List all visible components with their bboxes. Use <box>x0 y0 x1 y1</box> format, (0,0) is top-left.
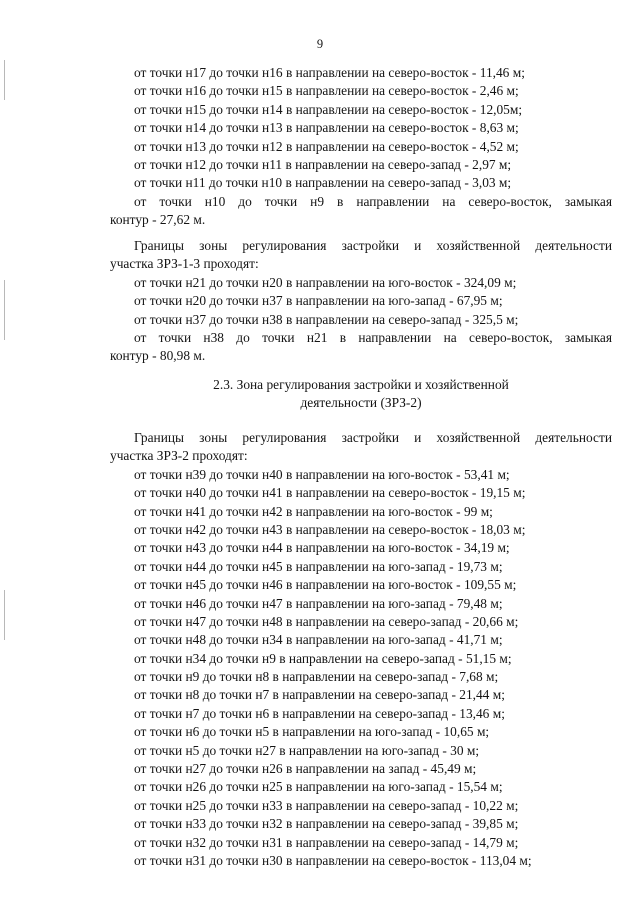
boundary-list-continued <box>110 64 612 230</box>
boundary-segment: от точки н44 до точки н45 в направлении на юго-запад - 19,73 м; <box>134 558 503 574</box>
section-heading-line: 2.3. Зона регулирования застройки и хозяйственной <box>213 377 509 392</box>
section-intro: участка ЗРЗ-1-3 проходят: <box>110 256 259 272</box>
boundary-segment: от точки н5 до точки н27 в направлении на юго-запад - 30 м; <box>134 742 480 758</box>
boundary-segment: от точки н31 до точки н30 в направлении на северо-восток - 113,04 м; <box>134 852 532 868</box>
boundary-segment: от точки н45 до точки н46 в направлении на юго-восток - 109,55 м; <box>134 577 517 593</box>
boundary-segment: от точки н41 до точки н42 в направлении на юго-восток - 99 м; <box>134 503 493 519</box>
boundary-closing-line: контур - 80,98 м. <box>110 348 206 364</box>
boundary-segment: от точки н42 до точки н43 в направлении на северо-восток - 18,03 м; <box>134 521 526 537</box>
boundary-segment: от точки н11 до точки н10 в направлении на северо-запад - 3,03 м; <box>134 175 512 191</box>
boundary-segment: от точки н32 до точки н31 в направлении на северо-запад - 14,79 м; <box>134 834 519 850</box>
boundary-segment: от точки н37 до точки н38 в направлении на северо-запад - 325,5 м; <box>134 311 519 327</box>
section-intro: Границы зоны регулирования застройки и хозяйственной деятельности <box>134 238 612 253</box>
scan-edge-mark <box>4 280 5 340</box>
boundary-segment: от точки н27 до точки н26 в направлении на запад - 45,49 м; <box>134 761 477 777</box>
page-number: 9 <box>316 37 324 51</box>
boundary-segment: от точки н13 до точки н12 в направлении на северо-восток - 4,52 м; <box>134 138 519 154</box>
boundary-segment: от точки н46 до точки н47 в направлении на юго-запад - 79,48 м; <box>134 595 503 611</box>
boundary-segment: от точки н33 до точки н32 в направлении на северо-запад - 39,85 м; <box>134 816 519 832</box>
boundary-segment: от точки н43 до точки н44 в направлении на юго-восток - 34,19 м; <box>134 540 510 556</box>
boundary-segment: от точки н34 до точки н9 в направлении на северо-запад - 51,15 м; <box>134 650 512 666</box>
section-intro: Границы зоны регулирования застройки и хозяйственной деятельности <box>134 430 612 445</box>
scan-edge-mark <box>4 590 5 640</box>
boundary-segment: от точки н17 до точки н16 в направлении на северо-восток - 11,46 м; <box>134 65 525 80</box>
section-heading-line: деятельности (ЗРЗ-2) <box>300 395 422 411</box>
zrz-2-section <box>110 429 612 870</box>
boundary-closing-line: от точки н10 до точки н9 в направлении на северо-восток, замыкая <box>134 193 612 209</box>
boundary-segment: от точки н6 до точки н5 в направлении на юго-запад - 10,65 м; <box>134 724 490 740</box>
boundary-segment: от точки н9 до точки н8 в направлении на северо-запад - 7,68 м; <box>134 669 499 685</box>
boundary-segment: от точки н20 до точки н37 в направлении на юго-запад - 67,95 м; <box>134 293 503 309</box>
section-intro: участка ЗРЗ-2 проходят: <box>110 448 248 464</box>
boundary-segment: от точки н25 до точки н33 в направлении на северо-запад - 10,22 м; <box>134 797 519 813</box>
boundary-segment: от точки н7 до точки н6 в направлении на северо-запад - 13,46 м; <box>134 705 505 721</box>
boundary-segment: от точки н15 до точки н14 в направлении на северо-восток - 12,05м; <box>134 101 523 117</box>
boundary-segment: от точки н40 до точки н41 в направлении на северо-восток - 19,15 м; <box>134 485 526 501</box>
boundary-segment: от точки н8 до точки н7 в направлении на северо-запад - 21,44 м; <box>134 687 505 703</box>
boundary-segment: от точки н21 до точки н20 в направлении на юго-восток - 324,09 м; <box>134 274 517 290</box>
zrz-1-3-section <box>110 237 612 366</box>
boundary-segment: от точки н47 до точки н48 в направлении на северо-запад - 20,66 м; <box>134 613 519 629</box>
boundary-closing-line: от точки н38 до точки н21 в направлении на северо-восток, замыкая <box>134 329 612 345</box>
scan-edge-mark <box>4 60 5 100</box>
boundary-segment: от точки н12 до точки н11 в направлении на северо-запад - 2,97 м; <box>134 156 512 172</box>
boundary-segment: от точки н16 до точки н15 в направлении на северо-восток - 2,46 м; <box>134 83 519 99</box>
section-heading <box>110 376 612 413</box>
boundary-segment: от точки н14 до точки н13 в направлении на северо-восток - 8,63 м; <box>134 120 519 136</box>
boundary-segment: от точки н39 до точки н40 в направлении на юго-восток - 53,41 м; <box>134 466 510 482</box>
boundary-segment: от точки н26 до точки н25 в направлении на юго-запад - 15,54 м; <box>134 779 503 795</box>
boundary-segment: от точки н48 до точки н34 в направлении на юго-запад - 41,71 м; <box>134 632 503 648</box>
boundary-closing-line: контур - 27,62 м. <box>110 212 206 228</box>
